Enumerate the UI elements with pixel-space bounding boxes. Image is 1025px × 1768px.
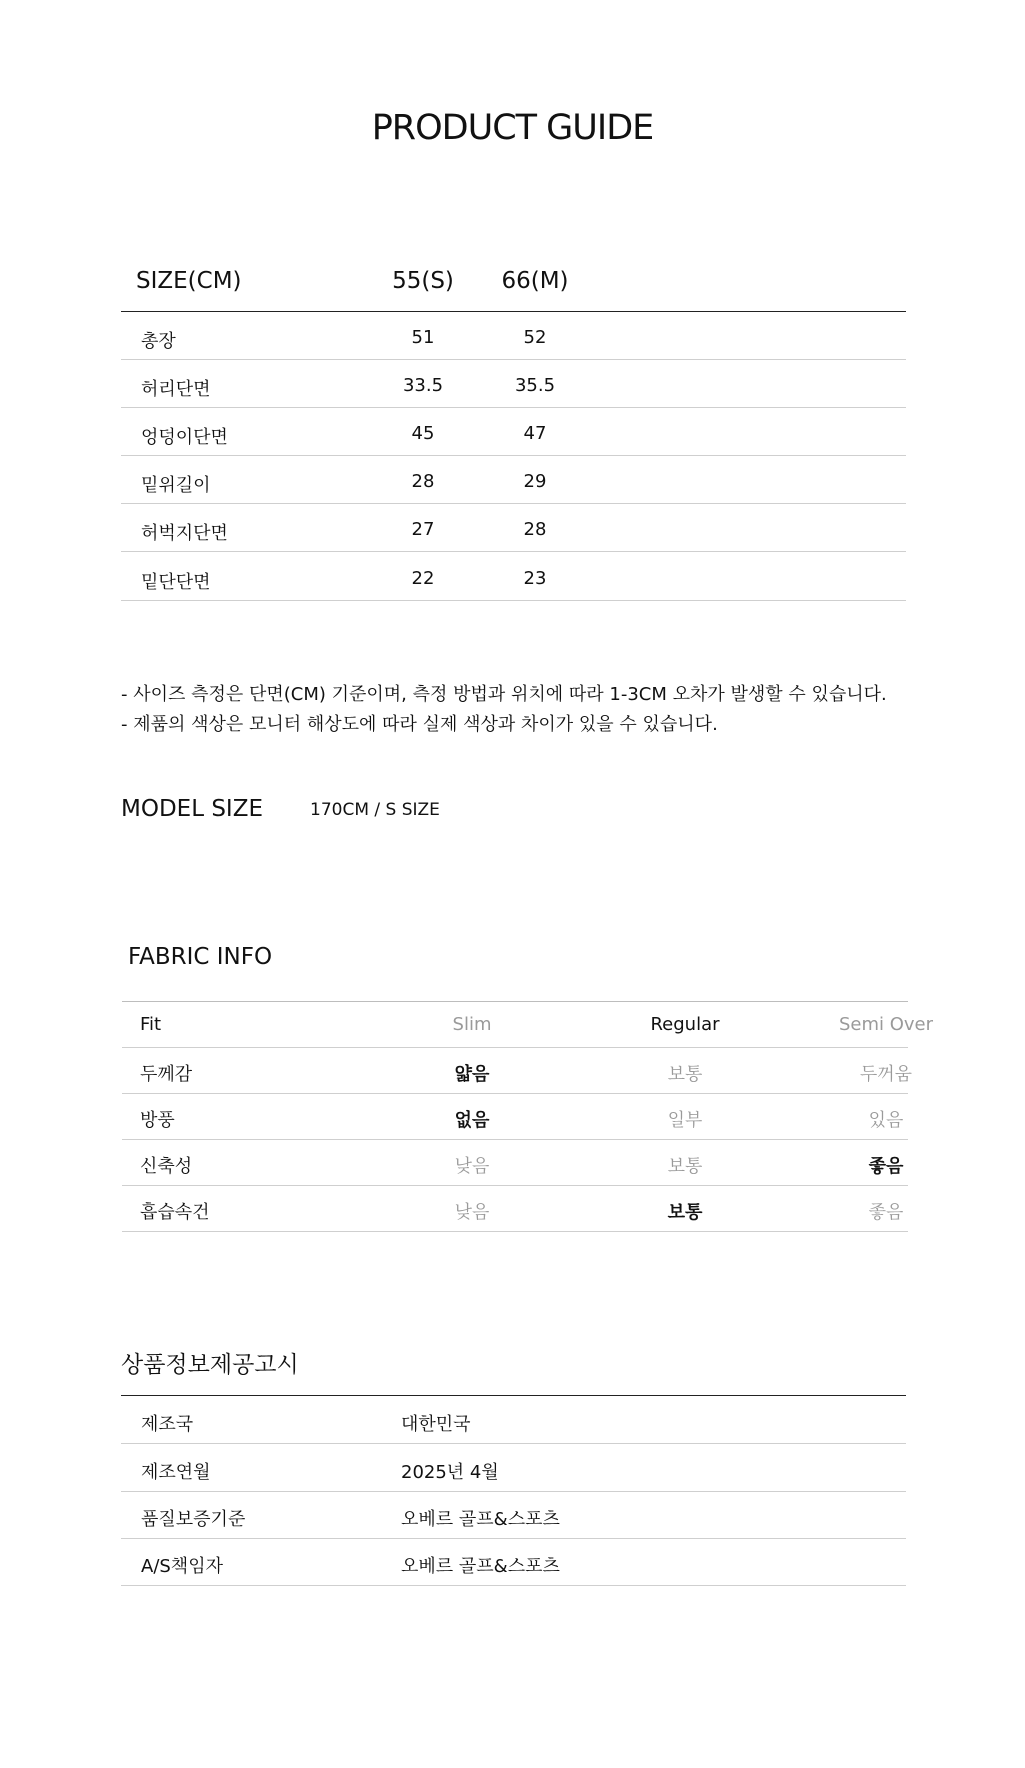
fabric-row-label: 흡습속건 bbox=[140, 1202, 210, 1223]
size-table-row bbox=[121, 553, 906, 601]
notice-row-value: 오베르 골프&스포츠 bbox=[401, 1556, 560, 1577]
size-table-header bbox=[121, 268, 906, 312]
product-notice-title: 상품정보제공고시 bbox=[121, 1352, 299, 1378]
notice-row bbox=[121, 1491, 906, 1539]
size-row-label: 허리단면 bbox=[141, 379, 211, 400]
fabric-option-selected: Regular bbox=[650, 1014, 720, 1035]
page-title: PRODUCT GUIDE bbox=[371, 108, 654, 148]
size-table-row bbox=[121, 408, 906, 456]
size-header-label: SIZE(CM) bbox=[136, 268, 242, 294]
fabric-row-windproof bbox=[122, 1094, 908, 1140]
size-row-m: 28 bbox=[523, 519, 547, 540]
fabric-option: 일부 bbox=[667, 1110, 703, 1131]
size-header-s: 55(S) bbox=[392, 268, 454, 294]
model-size-title: MODEL SIZE bbox=[121, 796, 263, 822]
notice-row-label: 품질보증기준 bbox=[141, 1509, 246, 1530]
fabric-option: Semi Over bbox=[838, 1014, 934, 1035]
fabric-option-selected: 얇음 bbox=[454, 1064, 490, 1085]
size-row-m: 29 bbox=[523, 471, 547, 492]
fabric-option-selected: 없음 bbox=[454, 1110, 490, 1131]
measurement-notes bbox=[121, 680, 921, 740]
size-table-row bbox=[121, 312, 906, 360]
size-row-s: 22 bbox=[411, 568, 435, 589]
notice-row-value: 대한민국 bbox=[401, 1414, 471, 1435]
size-table-row bbox=[121, 504, 906, 552]
fabric-option: 좋음 bbox=[868, 1202, 904, 1223]
note-line: - 사이즈 측정은 단면(CM) 기준이며, 측정 방법과 위치에 따라 1-3CM 오차가 발생할 수 있습니다. bbox=[121, 684, 887, 705]
size-row-label: 엉덩이단면 bbox=[141, 427, 228, 448]
size-table-row bbox=[121, 360, 906, 408]
notice-row-label: 제조국 bbox=[141, 1414, 194, 1435]
fabric-option: 두꺼움 bbox=[859, 1064, 913, 1085]
size-row-s: 33.5 bbox=[402, 375, 444, 396]
notice-row bbox=[121, 1538, 906, 1586]
size-row-label: 밑단단면 bbox=[141, 572, 211, 593]
size-header-m: 66(M) bbox=[501, 268, 569, 294]
notice-row-value: 오베르 골프&스포츠 bbox=[401, 1509, 560, 1530]
notice-row-label: A/S책임자 bbox=[141, 1556, 223, 1577]
fabric-row-label: 방풍 bbox=[140, 1110, 175, 1131]
fabric-row-stretch bbox=[122, 1140, 908, 1186]
fabric-row-thickness bbox=[122, 1048, 913, 1094]
fabric-row-fit bbox=[122, 1002, 934, 1048]
size-table-row bbox=[121, 456, 906, 504]
size-row-s: 27 bbox=[411, 519, 435, 540]
fabric-info-title: FABRIC INFO bbox=[128, 944, 273, 970]
model-size-value: 170CM / S SIZE bbox=[310, 800, 440, 820]
fabric-row-label: Fit bbox=[140, 1014, 162, 1035]
fabric-option: 보통 bbox=[667, 1156, 703, 1177]
fabric-option: 보통 bbox=[667, 1064, 703, 1085]
fabric-row-quickdry bbox=[122, 1186, 908, 1232]
size-row-m: 52 bbox=[523, 327, 547, 348]
size-row-label: 총장 bbox=[141, 331, 176, 352]
fabric-option: Slim bbox=[452, 1014, 492, 1035]
size-row-m: 23 bbox=[523, 568, 547, 589]
size-row-s: 28 bbox=[411, 471, 435, 492]
fabric-option-selected: 좋음 bbox=[868, 1156, 904, 1177]
notice-row-label: 제조연월 bbox=[141, 1462, 211, 1483]
fabric-row-label: 신축성 bbox=[140, 1156, 193, 1177]
fabric-option-selected: 보통 bbox=[667, 1202, 703, 1223]
note-line: - 제품의 색상은 모니터 해상도에 따라 실제 색상과 차이가 있을 수 있습니다. bbox=[121, 714, 718, 735]
fabric-row-label: 두께감 bbox=[140, 1064, 193, 1085]
fabric-option: 낮음 bbox=[454, 1156, 490, 1177]
notice-row bbox=[121, 1444, 906, 1492]
size-row-s: 51 bbox=[411, 327, 435, 348]
size-row-s: 45 bbox=[411, 423, 435, 444]
size-row-label: 밑위길이 bbox=[141, 475, 211, 496]
fabric-option: 낮음 bbox=[454, 1202, 490, 1223]
notice-row bbox=[121, 1396, 906, 1444]
size-row-label: 허벅지단면 bbox=[141, 523, 228, 544]
notice-row-value: 2025년 4월 bbox=[401, 1462, 499, 1483]
size-row-m: 47 bbox=[523, 423, 547, 444]
fabric-option: 있음 bbox=[868, 1110, 904, 1131]
size-row-m: 35.5 bbox=[514, 375, 556, 396]
